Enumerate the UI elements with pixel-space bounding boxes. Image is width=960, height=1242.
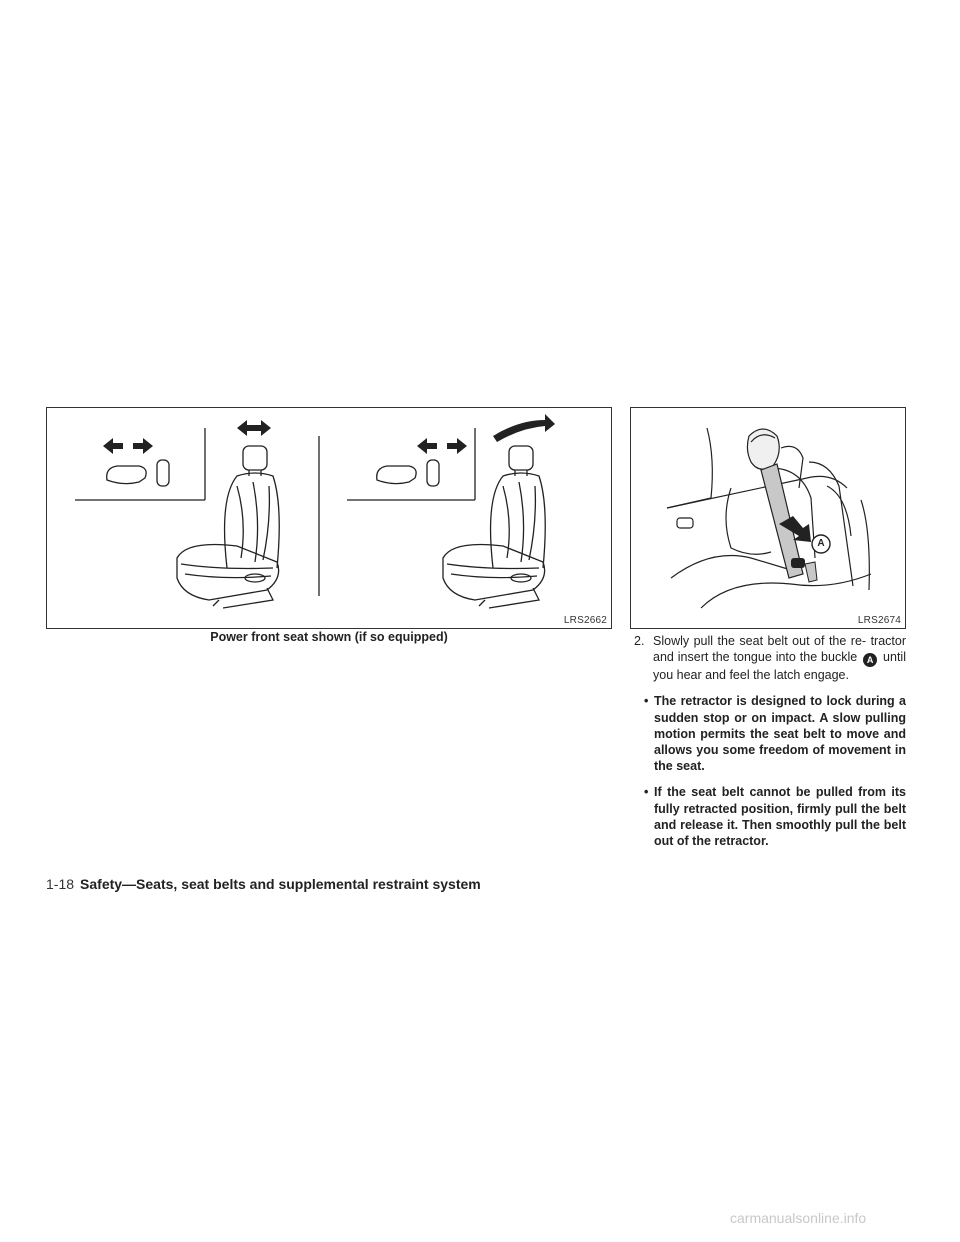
seat-2 bbox=[443, 446, 545, 608]
step-2 bbox=[630, 633, 906, 683]
bullet-marker: • bbox=[644, 785, 649, 800]
seat-1 bbox=[177, 446, 279, 608]
callout-a-badge: A bbox=[863, 653, 877, 667]
callout-a-label: A bbox=[817, 538, 825, 549]
seat-belt-figure bbox=[630, 407, 906, 629]
watermark: carmanualsonline.info bbox=[730, 1210, 867, 1226]
instructions bbox=[630, 633, 906, 849]
seat-illustration bbox=[47, 408, 612, 629]
step-text bbox=[653, 633, 906, 683]
bullet-marker: • bbox=[644, 694, 649, 709]
figure-code: LRS2674 bbox=[857, 615, 901, 626]
figure-code: LRS2662 bbox=[563, 615, 607, 626]
page-footer bbox=[46, 876, 481, 892]
bullet-text: If the seat belt cannot be pulled from its fully retracted position, firmly pull the belt and release it. Then smoothly pull the belt out of the retractor. bbox=[654, 785, 906, 849]
seat-adjustment-figure bbox=[46, 407, 612, 629]
section-title: Safety—Seats, seat belts and supplemental restraint system bbox=[80, 876, 481, 892]
step-text-before: Slowly pull the seat belt out of the re- tractor and insert the tongue into the buckle bbox=[653, 634, 906, 665]
seat-belt-illustration bbox=[631, 408, 906, 629]
bullet-item bbox=[630, 784, 906, 849]
bullet-item bbox=[630, 693, 906, 774]
page-number: 1-18 bbox=[46, 876, 75, 892]
step-text-after: until you hear and feel the latch engage. bbox=[653, 650, 906, 683]
bullet-text: The retractor is designed to lock during a sudden stop or on impact. A slow pulling motion permits the seat belt to move and allows you some freedom of movement in the seat. bbox=[654, 694, 906, 774]
step-number: 2. bbox=[634, 634, 645, 648]
figure-caption: Power front seat shown (if so equipped) bbox=[210, 630, 448, 644]
